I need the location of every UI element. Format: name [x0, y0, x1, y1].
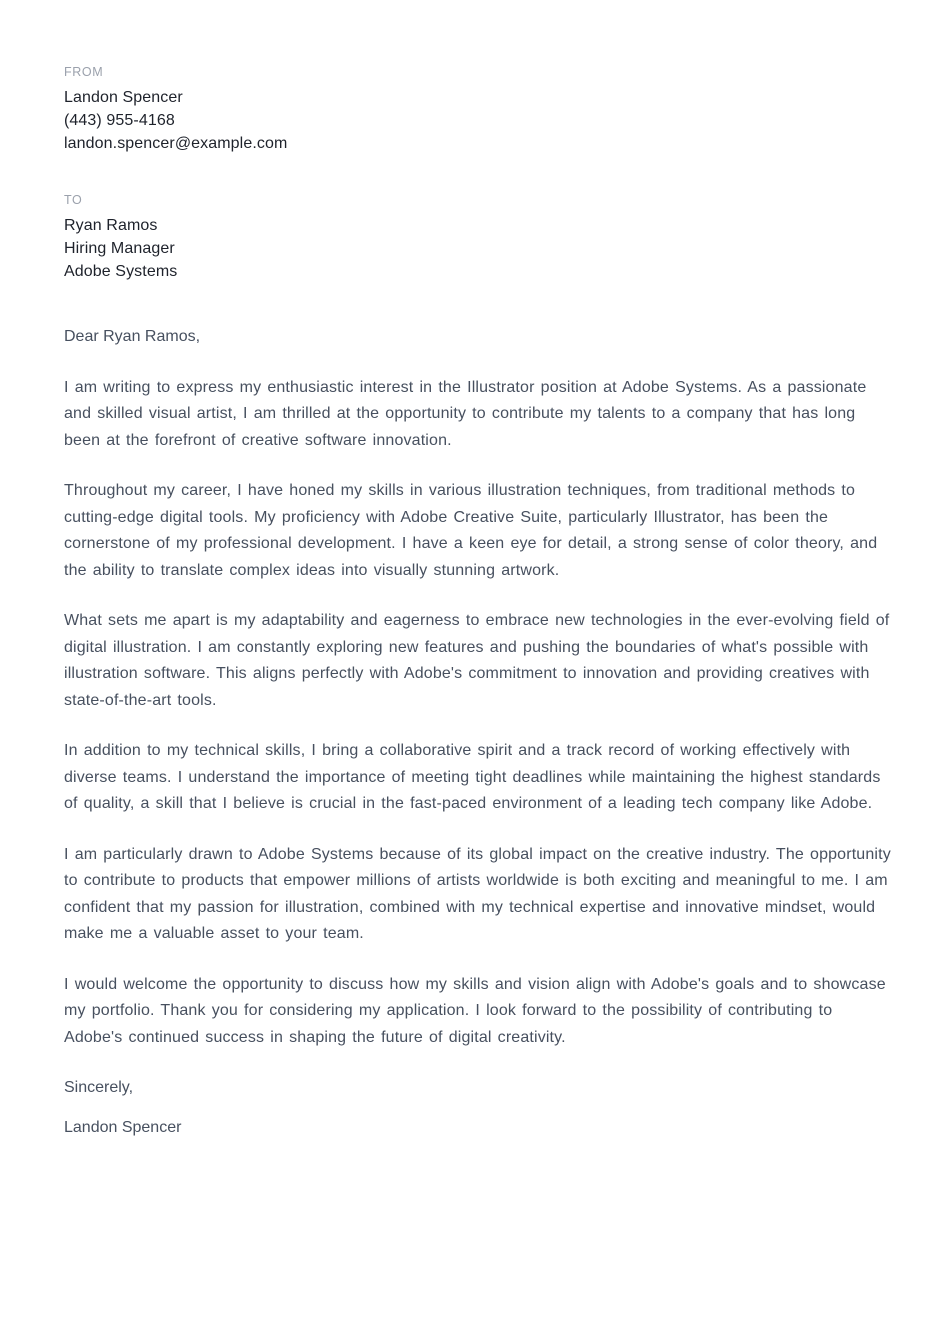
letter-paragraph: Throughout my career, I have honed my skills in various illustration techniques, from traditional methods to cutting-edge digital tools. My proficiency with Adobe Creative Suite, particularly Illustrator, has been the cornerstone of my professional development. I have a keen eye for detail, a strong sense of color theory, and the ability to translate complex ideas into visually stunning artwork. — [64, 482, 878, 579]
sender-phone: (443) 955-4168 — [64, 112, 175, 129]
letter-paragraph: I am writing to express my enthusiastic interest in the Illustrator position at Adobe Systems. As a passionate and skilled visual artist, I am thrilled at the opportunity to contribute my talents to a company that has long been at the forefront of creative software innovation. — [64, 378, 867, 449]
sender-email: landon.spencer@example.com — [64, 135, 288, 152]
recipient-name: Ryan Ramos — [64, 217, 158, 234]
closing: Sincerely, — [64, 1079, 134, 1096]
sender-name: Landon Spencer — [64, 89, 183, 106]
letter-paragraph: What sets me apart is my adaptability and eagerness to embrace new technologies in the ever-evolving field of digital illustration. I am constantly exploring new features and pushing the boundaries of what's possible with illustration software. This aligns perfectly with Adobe's commitment to innovation and providing creatives with state-of-the-art tools. — [64, 612, 890, 709]
from-label: FROM — [64, 65, 104, 79]
salutation: Dear Ryan Ramos, — [64, 328, 201, 345]
sender-block — [64, 64, 894, 155]
letter-body — [64, 324, 894, 1141]
letter-paragraph: In addition to my technical skills, I bring a collaborative spirit and a track record of working effectively with diverse teams. I understand the importance of meeting tight deadlines while maintaining the highest standards of quality, a skill that I believe is crucial in the fast-paced environment of a leading tech company like Adobe. — [64, 742, 881, 812]
signature-name: Landon Spencer — [64, 1118, 182, 1136]
letter-paragraphs — [64, 375, 894, 1052]
recipient-block — [64, 192, 894, 283]
letter-paragraph: I am particularly drawn to Adobe Systems because of its global impact on the creative industry. The opportunity to contribute to products that empower millions of artists worldwide is both exciting and meaningful to me. I am confident that my passion for illustration, combined with my technical expertise and innovative mindset, would make me a valuable asset to your team. — [64, 845, 891, 942]
recipient-company: Adobe Systems — [64, 263, 178, 280]
recipient-role: Hiring Manager — [64, 240, 175, 257]
to-label: TO — [64, 193, 83, 207]
letter-paragraph: I would welcome the opportunity to discuss how my skills and vision align with Adobe's goals and to showcase my portfolio. Thank you for considering my application. I look forward to the possibility of contributing to Adobe's continued success in shaping the future of digital creativity. — [64, 975, 886, 1046]
